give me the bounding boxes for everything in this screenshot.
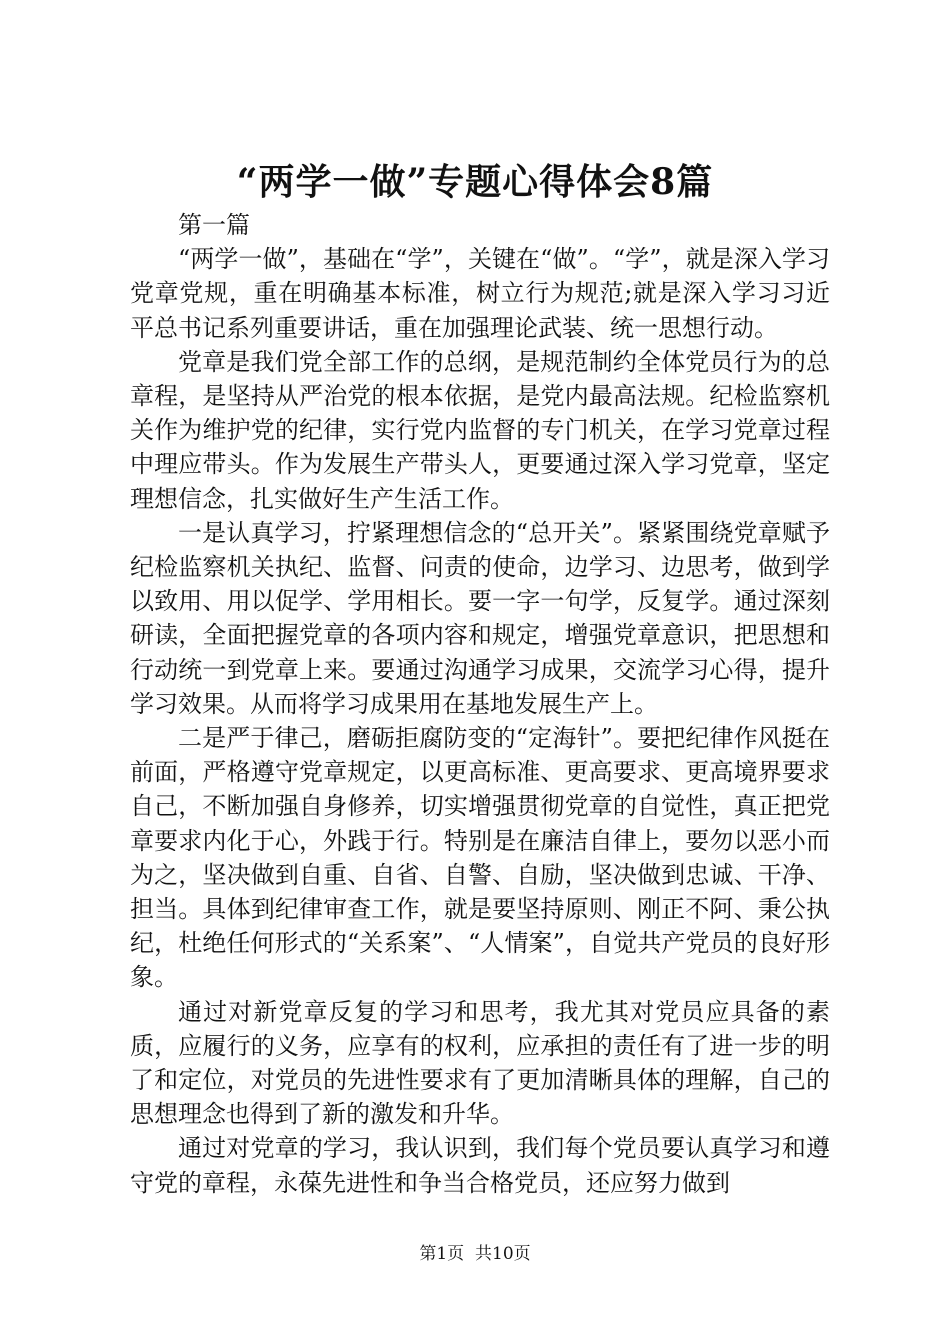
paragraph: 通过对新党章反复的学习和思考，我尤其对党员应具备的素质，应履行的义务，应享有的权利，应承担的责任有了进一步的明了和定位，对党员的先进性要求有了更加清晰具体的理解，自己的思想理念也得到了新的激发和升华。 — [130, 997, 830, 1129]
section-label: 第一篇 — [178, 211, 250, 239]
paragraph: 通过对党章的学习，我认识到，我们每个党员要认真学习和遵守党的章程，永葆先进性和争当合格党员，还应努力做到 — [130, 1134, 830, 1197]
page-number: 第1页 — [419, 1244, 465, 1264]
footer-spacer — [464, 1244, 475, 1264]
paragraph: 党章是我们党全部工作的总纲，是规范制约全体党员行为的总章程，是坚持从严治党的根本依据，是党内最高法规。纪检监察机关作为维护党的纪律，实行党内监督的专门机关，在学习党章过程中理应带头。作为发展生产带头人，更要通过深入学习党章，坚定理想信念，扎实做好生产生活工作。 — [130, 347, 830, 513]
page-total: 共10页 — [475, 1244, 531, 1264]
page-footer — [0, 1242, 950, 1266]
paragraph: 一是认真学习，拧紧理想信念的“总开关”。紧紧围绕党章赋予纪检监察机关执纪、监督、问责的使命，边学习、边思考，做到学以致用、用以促学、学用相长。要一字一句学，反复学。通过深刻研读，全面把握党章的各项内容和规定，增强党章意识，把思想和行动统一到党章上来。要通过沟通学习成果，交流学习心得，提升学习效果。从而将学习成果用在基地发展生产上。 — [130, 518, 830, 718]
document-title: “两学一做”专题心得体会8篇 — [236, 161, 714, 203]
paragraph: 二是严于律己，磨砺拒腐防变的“定海针”。要把纪律作风挺在前面，严格遵守党章规定，以更高标准、更高要求、更高境界要求自己，不断加强自身修养，切实增强贯彻党章的自觉性，真正把党章要求内化于心，外践于行。特别是在廉洁自律上，要勿以恶小而为之，坚决做到自重、自省、自警、自励，坚决做到忠诚、干净、担当。具体到纪律审查工作，就是要坚持原则、刚正不阿、秉公执纪，杜绝任何形式的“关系案”、“人情案”，自觉共产党员的良好形象。 — [130, 724, 830, 992]
document-body — [130, 208, 830, 1200]
paragraph: “两学一做”，基础在“学”，关键在“做”。“学”，就是深入学习党章党规，重在明确基本标准，树立行为规范;就是深入学习习近平总书记系列重要讲话，重在加强理论武装、统一思想行动。 — [130, 245, 830, 342]
